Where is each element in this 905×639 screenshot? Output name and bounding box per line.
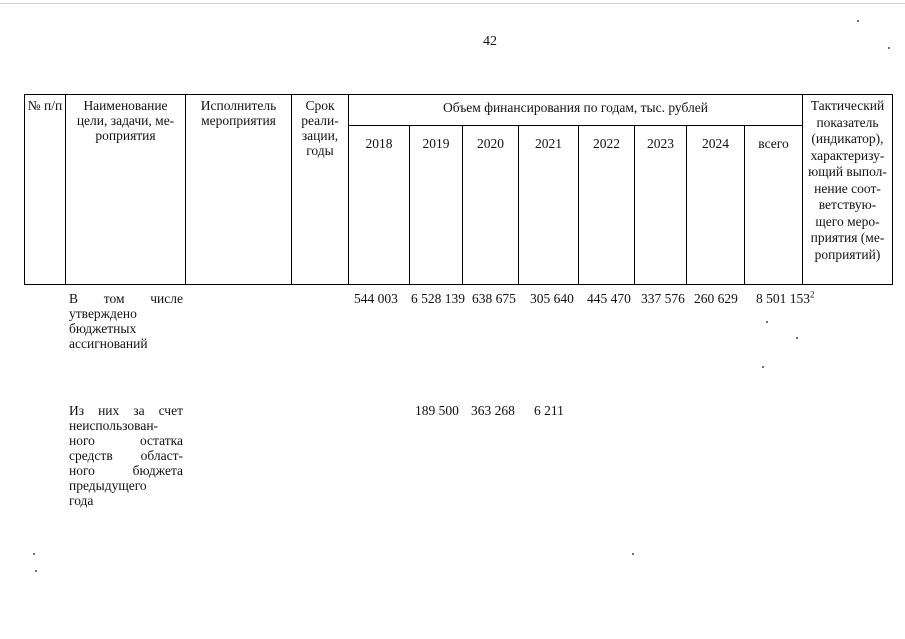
row1-label-line: утверждено bbox=[69, 306, 137, 321]
year-2021: 2021 bbox=[519, 126, 579, 285]
row2-label-line: ного остатка bbox=[69, 433, 183, 448]
row2-value-2021: 6 211 bbox=[534, 403, 564, 418]
year-2022: 2022 bbox=[579, 126, 635, 285]
row2-label-line: средств област- bbox=[69, 448, 183, 463]
row2-value-2020: 363 268 bbox=[471, 403, 515, 418]
scan-speck bbox=[796, 337, 798, 339]
row1-value-total bbox=[756, 291, 815, 306]
year-2024: 2024 bbox=[687, 126, 745, 285]
scan-top-edge bbox=[0, 3, 905, 4]
row1-value-2019: 6 528 139 bbox=[411, 291, 465, 306]
row1-value-2021: 305 640 bbox=[530, 291, 574, 306]
scan-speck bbox=[35, 570, 37, 572]
financing-table-header bbox=[24, 94, 893, 285]
year-2020: 2020 bbox=[463, 126, 519, 285]
row1-label bbox=[69, 291, 183, 351]
page-number: 42 bbox=[483, 34, 497, 49]
row2-label-line: ного бюджета bbox=[69, 463, 183, 478]
header-financing: Объем финансирования по годам, тыс. рублей bbox=[349, 95, 803, 126]
row2-value-2019: 189 500 bbox=[415, 403, 459, 418]
header-number: № п/п bbox=[25, 95, 66, 285]
row2-label-line: предыдущего bbox=[69, 478, 147, 493]
year-2019: 2019 bbox=[410, 126, 463, 285]
row1-label-line: бюджетных bbox=[69, 321, 137, 336]
row2-label-line: года bbox=[69, 493, 94, 508]
row1-value-2022: 445 470 bbox=[587, 291, 631, 306]
footnote-mark: 2 bbox=[810, 289, 815, 300]
header-term: Срок реали- зации, годы bbox=[292, 95, 349, 285]
row1-label-line: ассигнований bbox=[69, 336, 148, 351]
year-2018: 2018 bbox=[349, 126, 410, 285]
row1-value-2024: 260 629 bbox=[694, 291, 738, 306]
scan-speck bbox=[33, 553, 35, 555]
row1-label-line: В том числе bbox=[69, 291, 183, 306]
year-total: всего bbox=[745, 126, 803, 285]
year-2023: 2023 bbox=[635, 126, 687, 285]
header-tactical-indicator: Тактический показатель (индикатор), характеризу- ющий выпол- нение соот- ветствую- щего меро- приятия (ме- роприятий) bbox=[803, 95, 893, 285]
scan-speck bbox=[632, 553, 634, 555]
row1-value-2018: 544 003 bbox=[354, 291, 398, 306]
scan-speck bbox=[762, 366, 764, 368]
scan-speck bbox=[888, 47, 890, 49]
header-executor: Исполнитель мероприятия bbox=[186, 95, 292, 285]
row2-label bbox=[69, 403, 183, 508]
row2-label-line: Из них за счет bbox=[69, 403, 183, 418]
scan-speck bbox=[766, 321, 768, 323]
row2-label-line: неиспользован- bbox=[69, 418, 159, 433]
scan-speck bbox=[857, 20, 859, 22]
row1-value-2023: 337 576 bbox=[641, 291, 685, 306]
row1-total-number: 8 501 153 bbox=[756, 291, 810, 306]
header-name: Наименование цели, задачи, ме- роприятия bbox=[66, 95, 186, 285]
row1-value-2020: 638 675 bbox=[472, 291, 516, 306]
